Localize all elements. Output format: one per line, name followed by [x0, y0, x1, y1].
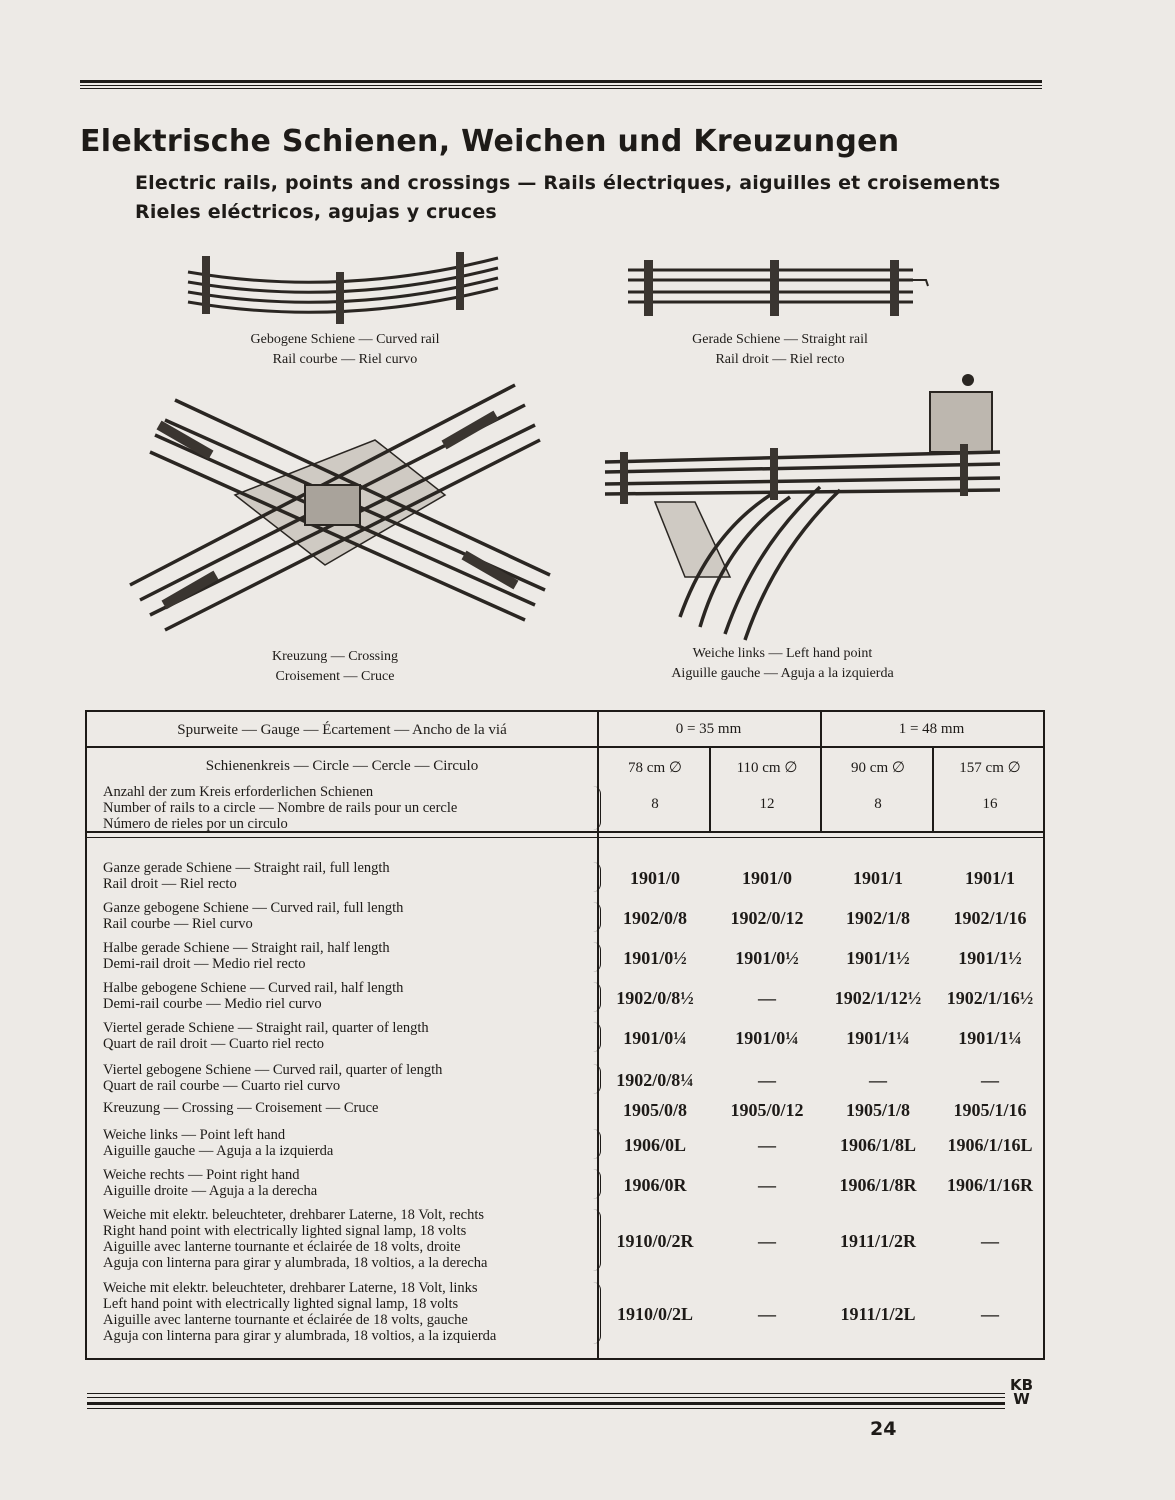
article-number: — [981, 1304, 999, 1324]
article-number: 1905/0/12 [730, 1100, 804, 1120]
article-number: 1902/0/8¼ [616, 1070, 694, 1090]
article-number: 1910/0/2R [616, 1231, 694, 1251]
point-caption: Weiche links — Left hand point Aiguille gauche — Aguja a la izquierda [671, 646, 894, 681]
rail-table [85, 710, 1045, 1360]
article-number: — [758, 1231, 776, 1251]
row-description: Ganze gerade Schiene — Straight rail, full length Rail droit — Riel recto [103, 860, 390, 892]
row-description: Ganze gebogene Schiene — Curved rail, full length Rail courbe — Riel curvo [103, 900, 404, 932]
article-number: 1901/0¼ [735, 1028, 799, 1048]
row-description: Kreuzung — Crossing — Croisement — Cruce [103, 1100, 379, 1116]
article-number: 1901/1 [964, 868, 1015, 888]
row-description: Viertel gerade Schiene — Straight rail, quarter of length Quart de rail droit — Cuarto riel recto [103, 1020, 429, 1052]
article-number: 1905/1/8 [845, 1100, 910, 1120]
article-number: 1902/0/8½ [616, 988, 694, 1008]
crossing-illustration [125, 380, 555, 640]
subtitle-es: Rieles eléctricos, agujas y cruces [135, 201, 497, 223]
article-number: 1901/0½ [735, 948, 799, 968]
article-number: 1910/0/2L [616, 1304, 693, 1324]
article-number: 1906/1/8R [839, 1175, 917, 1195]
article-number: 1911/1/2L [840, 1304, 916, 1324]
row-description: Weiche mit elektr. beleuchteter, drehbarer Laterne, 18 Volt, rechts Right hand point with electrically lighted signal lamp, 18 volts Aiguille avec lanterne tournante et éclairée de 18 volts, droite Aguja con linterna para girar y alumbrada, 18 voltios, a la derecha [103, 1207, 488, 1271]
article-number: 1901/1½ [846, 948, 910, 968]
article-number: 1901/1 [852, 868, 903, 888]
article-number: 1905/0/8 [622, 1100, 687, 1120]
row-description: Viertel gebogene Schiene — Curved rail, quarter of length Quart de rail courbe — Cuarto riel curvo [103, 1062, 443, 1094]
circle-size: 90 cm ∅ [851, 760, 905, 776]
gauge-0: 0 = 35 mm [675, 721, 742, 737]
circle-size: 157 cm ∅ [959, 760, 1021, 776]
article-number: 1902/0/8 [622, 908, 687, 928]
kb-logo: KB W [1010, 1376, 1034, 1408]
article-number: — [758, 1135, 776, 1155]
gauge-label: Spurweite — Gauge — Écartement — Ancho de la viá [177, 722, 507, 738]
article-number: 1906/1/16R [946, 1175, 1033, 1195]
article-number: 1901/1¼ [846, 1028, 910, 1048]
gauge-1: 1 = 48 mm [898, 721, 965, 737]
page-number: 24 [870, 1418, 897, 1440]
article-number: 1901/0¼ [623, 1028, 687, 1048]
row-description: Weiche mit elektr. beleuchteter, drehbarer Laterne, 18 Volt, links Left hand point with electrically lighted signal lamp, 18 volts Aiguille avec lanterne tournante et éclairée de 18 volts, gauche Aguja con linterna para girar y alumbrada, 18 voltios, a la izquierda [103, 1280, 497, 1344]
article-number: 1901/0 [741, 868, 792, 888]
curved-rail-caption: Gebogene Schiene — Curved rail Rail courbe — Riel curvo [250, 332, 440, 367]
row-description: Weiche links — Point left hand Aiguille gauche — Aguja a la izquierda [103, 1127, 334, 1159]
article-number: — [981, 1070, 999, 1090]
crossing-caption: Kreuzung — Crossing Croisement — Cruce [272, 649, 398, 684]
article-number: 1911/1/2R [839, 1231, 916, 1251]
circle-label: Schienenkreis — Circle — Cercle — Circulo [205, 758, 479, 774]
row-description: Halbe gerade Schiene — Straight rail, half length Demi-rail droit — Medio riel recto [103, 940, 390, 972]
top-rule [80, 80, 1042, 92]
straight-rail-caption: Gerade Schiene — Straight rail Rail droit — Riel recto [692, 332, 868, 367]
curved-rail-illustration [180, 248, 510, 328]
bottom-rule [87, 1393, 1005, 1411]
subtitle-en-fr: Electric rails, points and crossings — Rails électriques, aiguilles et croisements [135, 172, 1001, 194]
article-number: 1901/1¼ [958, 1028, 1022, 1048]
article-number: 1906/0L [623, 1135, 686, 1155]
rail-count: 8 [874, 796, 882, 812]
article-number: 1902/0/12 [730, 908, 804, 928]
count-label: Anzahl der zum Kreis erforderlichen Schienen Number of rails to a circle — Nombre de rails pour un cercle Número de rieles por un circulo [103, 784, 458, 832]
point-illustration [600, 372, 1005, 642]
straight-rail-illustration [628, 258, 933, 318]
circle-size: 110 cm ∅ [736, 760, 798, 776]
article-number: — [758, 1175, 776, 1195]
article-number: 1902/1/12½ [834, 988, 922, 1008]
article-number: 1906/0R [623, 1175, 687, 1195]
article-number: 1902/1/16 [953, 908, 1027, 928]
article-number: 1906/1/16L [947, 1135, 1033, 1155]
row-description: Weiche rechts — Point right hand Aiguille droite — Aguja a la derecha [103, 1167, 318, 1199]
rail-count: 16 [982, 796, 998, 812]
rail-count: 8 [651, 796, 659, 812]
row-description: Halbe gebogene Schiene — Curved rail, half length Demi-rail courbe — Medio riel curvo [103, 980, 404, 1012]
article-number: 1901/0½ [623, 948, 687, 968]
article-number: — [869, 1070, 887, 1090]
page-title: Elektrische Schienen, Weichen und Kreuzungen [80, 124, 900, 159]
article-number: — [758, 1070, 776, 1090]
article-number: 1901/1½ [958, 948, 1022, 968]
article-number: — [981, 1231, 999, 1251]
article-number: — [758, 1304, 776, 1324]
article-number: 1906/1/8L [839, 1135, 916, 1155]
article-number: 1901/0 [629, 868, 680, 888]
article-number: 1905/1/16 [953, 1100, 1027, 1120]
article-number: 1902/1/8 [845, 908, 910, 928]
article-number: — [758, 988, 776, 1008]
article-number: 1902/1/16½ [946, 988, 1034, 1008]
circle-size: 78 cm ∅ [628, 760, 682, 776]
rail-count: 12 [759, 796, 775, 812]
